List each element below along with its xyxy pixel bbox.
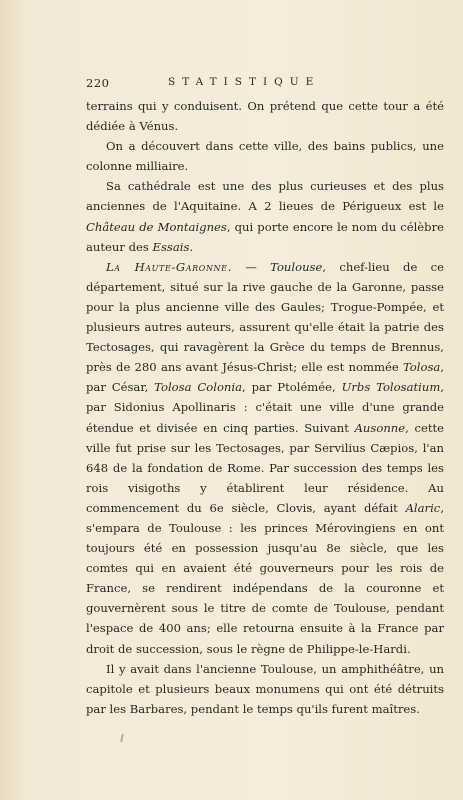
running-title: STATISTIQUE (168, 76, 321, 88)
text-run: . (189, 239, 194, 254)
paragraph-3 (86, 176, 444, 256)
text-run: — (231, 259, 271, 274)
italic-text: Essais (152, 239, 190, 254)
text-run: , qui porte encore le nom du célèbre auteur des (86, 219, 444, 254)
italic-text: Tolosa Colonia (154, 380, 243, 395)
text-run: , cette ville fut prise sur les Tectosages, par Servilius Cæpios, l'an 648 de la fondation de Rome. Par succession des temps les rois visigoths y établirent leur résidence. Au commencement du 6e siècle, Clovis, ayant défait (86, 420, 445, 515)
body-text (86, 96, 444, 719)
paragraph-2 (86, 136, 444, 176)
text-run: Il y avait dans l'ancienne Toulouse, un amphithéâtre, un capitole et plusieurs beaux monumens qui ont été détruits par les Barbares, pendant le temps qu'ils furent maîtres. (86, 661, 444, 716)
page-header (86, 76, 446, 92)
text-run: Sa cathédrale est une des plus curieuses et des plus anciennes de l'Aquitaine. A 2 lieues de Périgueux est le (86, 179, 444, 214)
text-run: On a découvert dans cette ville, des bains publics, une colonne milliaire. (86, 139, 444, 174)
italic-text: Tolosa (402, 360, 441, 375)
page-number: 220 (86, 76, 110, 90)
section-heading: La Haute-Garonne. (106, 259, 232, 274)
italic-text: Urbs Tolosatium (341, 380, 441, 395)
italic-text: Toulouse (270, 259, 323, 274)
text-run: , par Sidonius Apollinaris : c'était une ville d'une grande étendue et divisée en cinq parties. Suivant (86, 380, 445, 435)
text-run: , s'empara de Toulouse : les princes Mérovingiens en ont toujours été en possession jusqu'au 8e siècle, que les comtes qui en avaient été gouverneurs pour les rois de France, se rendirent indépendans de la couronne et gouvernèrent sous le titre de comte de Toulouse, pendant l'espace de 400 ans; elle retourna ensuite à la France par droit de succession, sous le règne de Philippe-le-Hardi. (86, 500, 444, 656)
text-run: terrains qui y conduisent. On prétend que cette tour a été dédiée à Vénus. (86, 99, 444, 134)
text-run: , par César, (86, 360, 444, 395)
text-run: , chef-lieu de ce département, situé sur la rive gauche de la Garonne, passe pour la plus ancienne ville des Gaules; Trogue-Pompée, et plusieurs autres auteurs, assurent qu'elle était la patrie des Tectosages, qui ravagèrent la Grèce du temps de Brennus, près de 280 ans avant Jésus-Christ; elle est nommée (86, 259, 444, 375)
italic-text: Alaric (405, 500, 441, 515)
ink-mark (120, 734, 124, 742)
italic-text: Château de Montaignes (86, 219, 227, 234)
paragraph-5 (86, 659, 444, 719)
paragraph-1 (86, 96, 444, 136)
text-run: , par Ptolémée, (242, 380, 342, 395)
italic-text: Ausonne (354, 420, 406, 435)
paragraph-4 (86, 257, 444, 659)
